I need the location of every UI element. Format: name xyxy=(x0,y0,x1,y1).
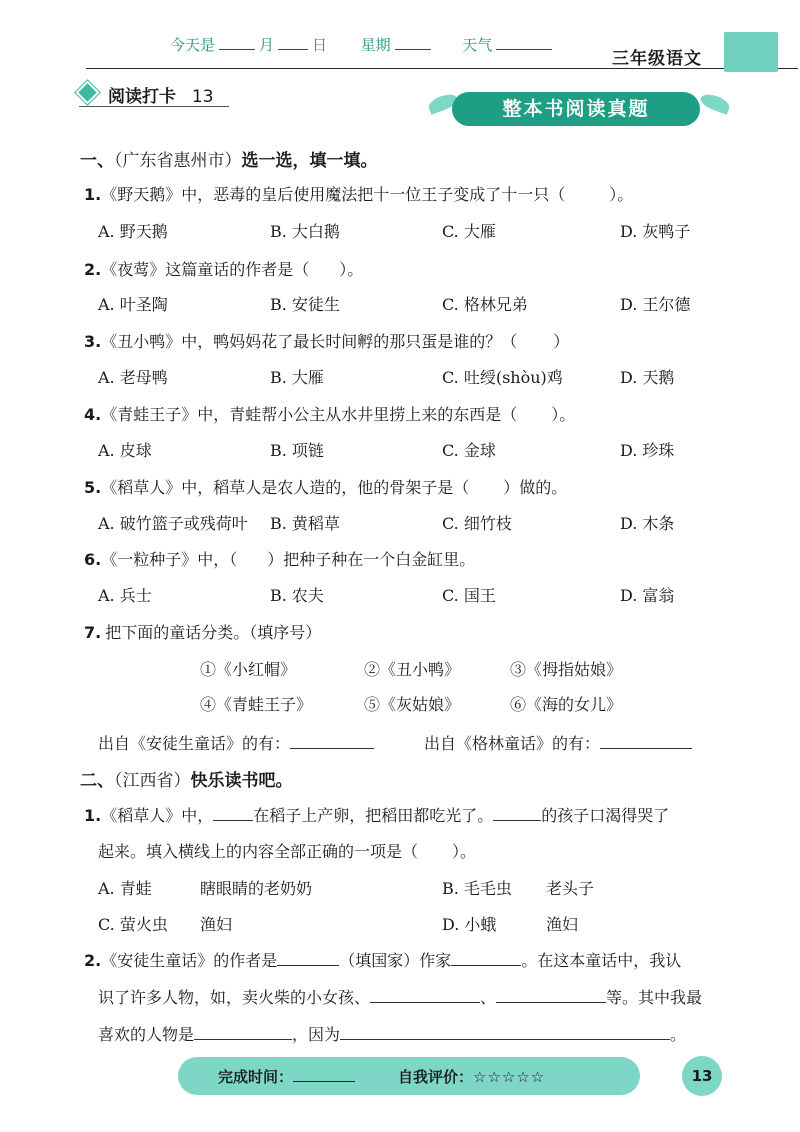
option[interactable]: D. 珍珠 xyxy=(620,441,675,460)
question-3: 3.《丑小鸭》中，鸭妈妈花了最长时间孵的那只蛋是谁的？（ ） xyxy=(84,332,570,351)
question-4: 4.《青蛙王子》中，青蛙帮小公主从水井里捞上来的东西是（ ）。 xyxy=(84,405,576,424)
time-blank[interactable] xyxy=(293,1066,355,1082)
option[interactable]: A. 青蛙 xyxy=(98,879,152,898)
option[interactable]: D. 小蛾 xyxy=(442,915,497,934)
question-2: 2.《夜莺》这篇童话的作者是（ ）。 xyxy=(84,260,364,279)
character-blank[interactable] xyxy=(370,986,480,1003)
story-item: ②《丑小鸭》 xyxy=(364,660,461,679)
option[interactable]: C. 大雁 xyxy=(442,222,496,241)
option[interactable]: B. 大白鹅 xyxy=(270,222,340,241)
month-blank[interactable] xyxy=(219,35,255,50)
option-text: 瞎眼睛的老奶奶 xyxy=(200,879,313,898)
page-number: 13 xyxy=(682,1056,722,1096)
header-tab xyxy=(724,32,778,72)
weather-label: 天气 xyxy=(462,36,493,54)
self-evaluation: 自我评价：☆☆☆☆☆ xyxy=(398,1068,546,1086)
diamond-icon xyxy=(75,80,99,104)
question-6: 6.《一粒种子》中，（ ）把种子种在一个白金缸里。 xyxy=(84,550,476,569)
grade-subject: 三年级语文 xyxy=(612,49,702,69)
option[interactable]: A. 叶圣陶 xyxy=(98,295,168,314)
country-blank[interactable] xyxy=(277,949,339,966)
option[interactable]: B. 大雁 xyxy=(270,368,324,387)
option[interactable]: D. 木条 xyxy=(620,514,675,533)
date-weather-line xyxy=(170,34,556,55)
option-text: 渔妇 xyxy=(200,915,233,934)
option[interactable]: D. 天鹅 xyxy=(620,368,675,387)
option[interactable]: A. 破竹篮子或残荷叶 xyxy=(98,514,248,533)
option[interactable]: B. 安徒生 xyxy=(270,295,340,314)
story-item: ⑥《海的女儿》 xyxy=(510,695,623,714)
completion-time: 完成时间： xyxy=(218,1066,355,1087)
title-underline xyxy=(79,106,229,107)
option[interactable]: A. 野天鹅 xyxy=(98,222,168,241)
leaf-right-icon xyxy=(699,91,732,114)
option[interactable]: C. 萤火虫 xyxy=(98,915,168,934)
fill-blank[interactable] xyxy=(493,804,541,821)
story-item: ③《拇指姑娘》 xyxy=(510,660,623,679)
favorite-blank[interactable] xyxy=(194,1023,292,1040)
character-blank[interactable] xyxy=(496,986,606,1003)
option-text: 老头子 xyxy=(546,879,595,898)
day-blank[interactable] xyxy=(278,35,308,50)
andersen-blank[interactable] xyxy=(290,732,374,749)
star-rating[interactable]: ☆☆☆☆☆ xyxy=(473,1068,546,1086)
section-banner: 整本书阅读真题 xyxy=(452,92,700,126)
weekday-label: 星期 xyxy=(360,36,391,54)
weather-blank[interactable] xyxy=(496,35,552,50)
card-number: 13 xyxy=(191,87,214,107)
s2-question-1-line2: 起来。填入横线上的内容全部正确的一项是（ ）。 xyxy=(98,842,477,861)
question-7: 7. 把下面的童话分类。（填序号） xyxy=(84,623,322,642)
option-text: 渔妇 xyxy=(546,915,579,934)
option[interactable]: C. 金球 xyxy=(442,441,496,460)
option[interactable]: C. 国王 xyxy=(442,586,496,605)
option[interactable]: B. 黄稻草 xyxy=(270,514,340,533)
option[interactable]: B. 项链 xyxy=(270,441,324,460)
option[interactable]: C. 吐绶(shòu)鸡 xyxy=(442,368,563,387)
option[interactable]: D. 富翁 xyxy=(620,586,675,605)
option[interactable]: A. 老母鸭 xyxy=(98,368,168,387)
option[interactable]: A. 兵士 xyxy=(98,586,152,605)
s2-question-2-line3: 喜欢的人物是 ，因为 。 xyxy=(98,1025,687,1044)
section1-heading: 一、（广东省惠州市）选一选，填一填。 xyxy=(80,151,378,171)
today-label: 今天是 xyxy=(170,36,216,54)
month-label: 月 xyxy=(259,36,275,54)
story-item: ⑤《灰姑娘》 xyxy=(364,695,461,714)
grimm-answer: 出自《格林童话》的有： xyxy=(424,731,692,754)
option[interactable]: C. 格林兄弟 xyxy=(442,295,528,314)
option[interactable]: B. 毛毛虫 xyxy=(442,879,512,898)
reason-blank[interactable] xyxy=(340,1023,670,1040)
story-item: ①《小红帽》 xyxy=(200,660,297,679)
option[interactable]: D. 王尔德 xyxy=(620,295,691,314)
story-item: ④《青蛙王子》 xyxy=(200,695,313,714)
grimm-blank[interactable] xyxy=(600,732,692,749)
s2-question-2-line2: 识了许多人物，如，卖火柴的小女孩、 、 等。其中我最 xyxy=(98,988,703,1007)
andersen-answer: 出自《安徒生童话》的有： xyxy=(98,731,374,754)
day-label: 日 xyxy=(312,36,328,54)
option[interactable]: A. 皮球 xyxy=(98,441,152,460)
s2-question-2: 2.《安徒生童话》的作者是 （填国家）作家 。在这本童话中，我认 xyxy=(84,951,682,970)
section2-heading: 二、（江西省）快乐读书吧。 xyxy=(80,771,293,791)
question-1: 1.《野天鹅》中，恶毒的皇后使用魔法把十一位王子变成了十一只（ ）。 xyxy=(84,185,634,204)
question-5: 5.《稻草人》中，稻草人是农人造的，他的骨架子是（ ）做的。 xyxy=(84,478,568,497)
option[interactable]: B. 农夫 xyxy=(270,586,324,605)
option[interactable]: D. 灰鸭子 xyxy=(620,222,691,241)
author-blank[interactable] xyxy=(451,949,521,966)
reading-card-title: 阅读打卡 13 xyxy=(79,82,214,107)
s2-question-1: 1.《稻草人》中， 在稻子上产卵，把稻田都吃光了。 的孩子口渴得哭了 xyxy=(84,806,670,825)
fill-blank[interactable] xyxy=(213,804,253,821)
weekday-blank[interactable] xyxy=(395,35,431,50)
option[interactable]: C. 细竹枝 xyxy=(442,514,512,533)
